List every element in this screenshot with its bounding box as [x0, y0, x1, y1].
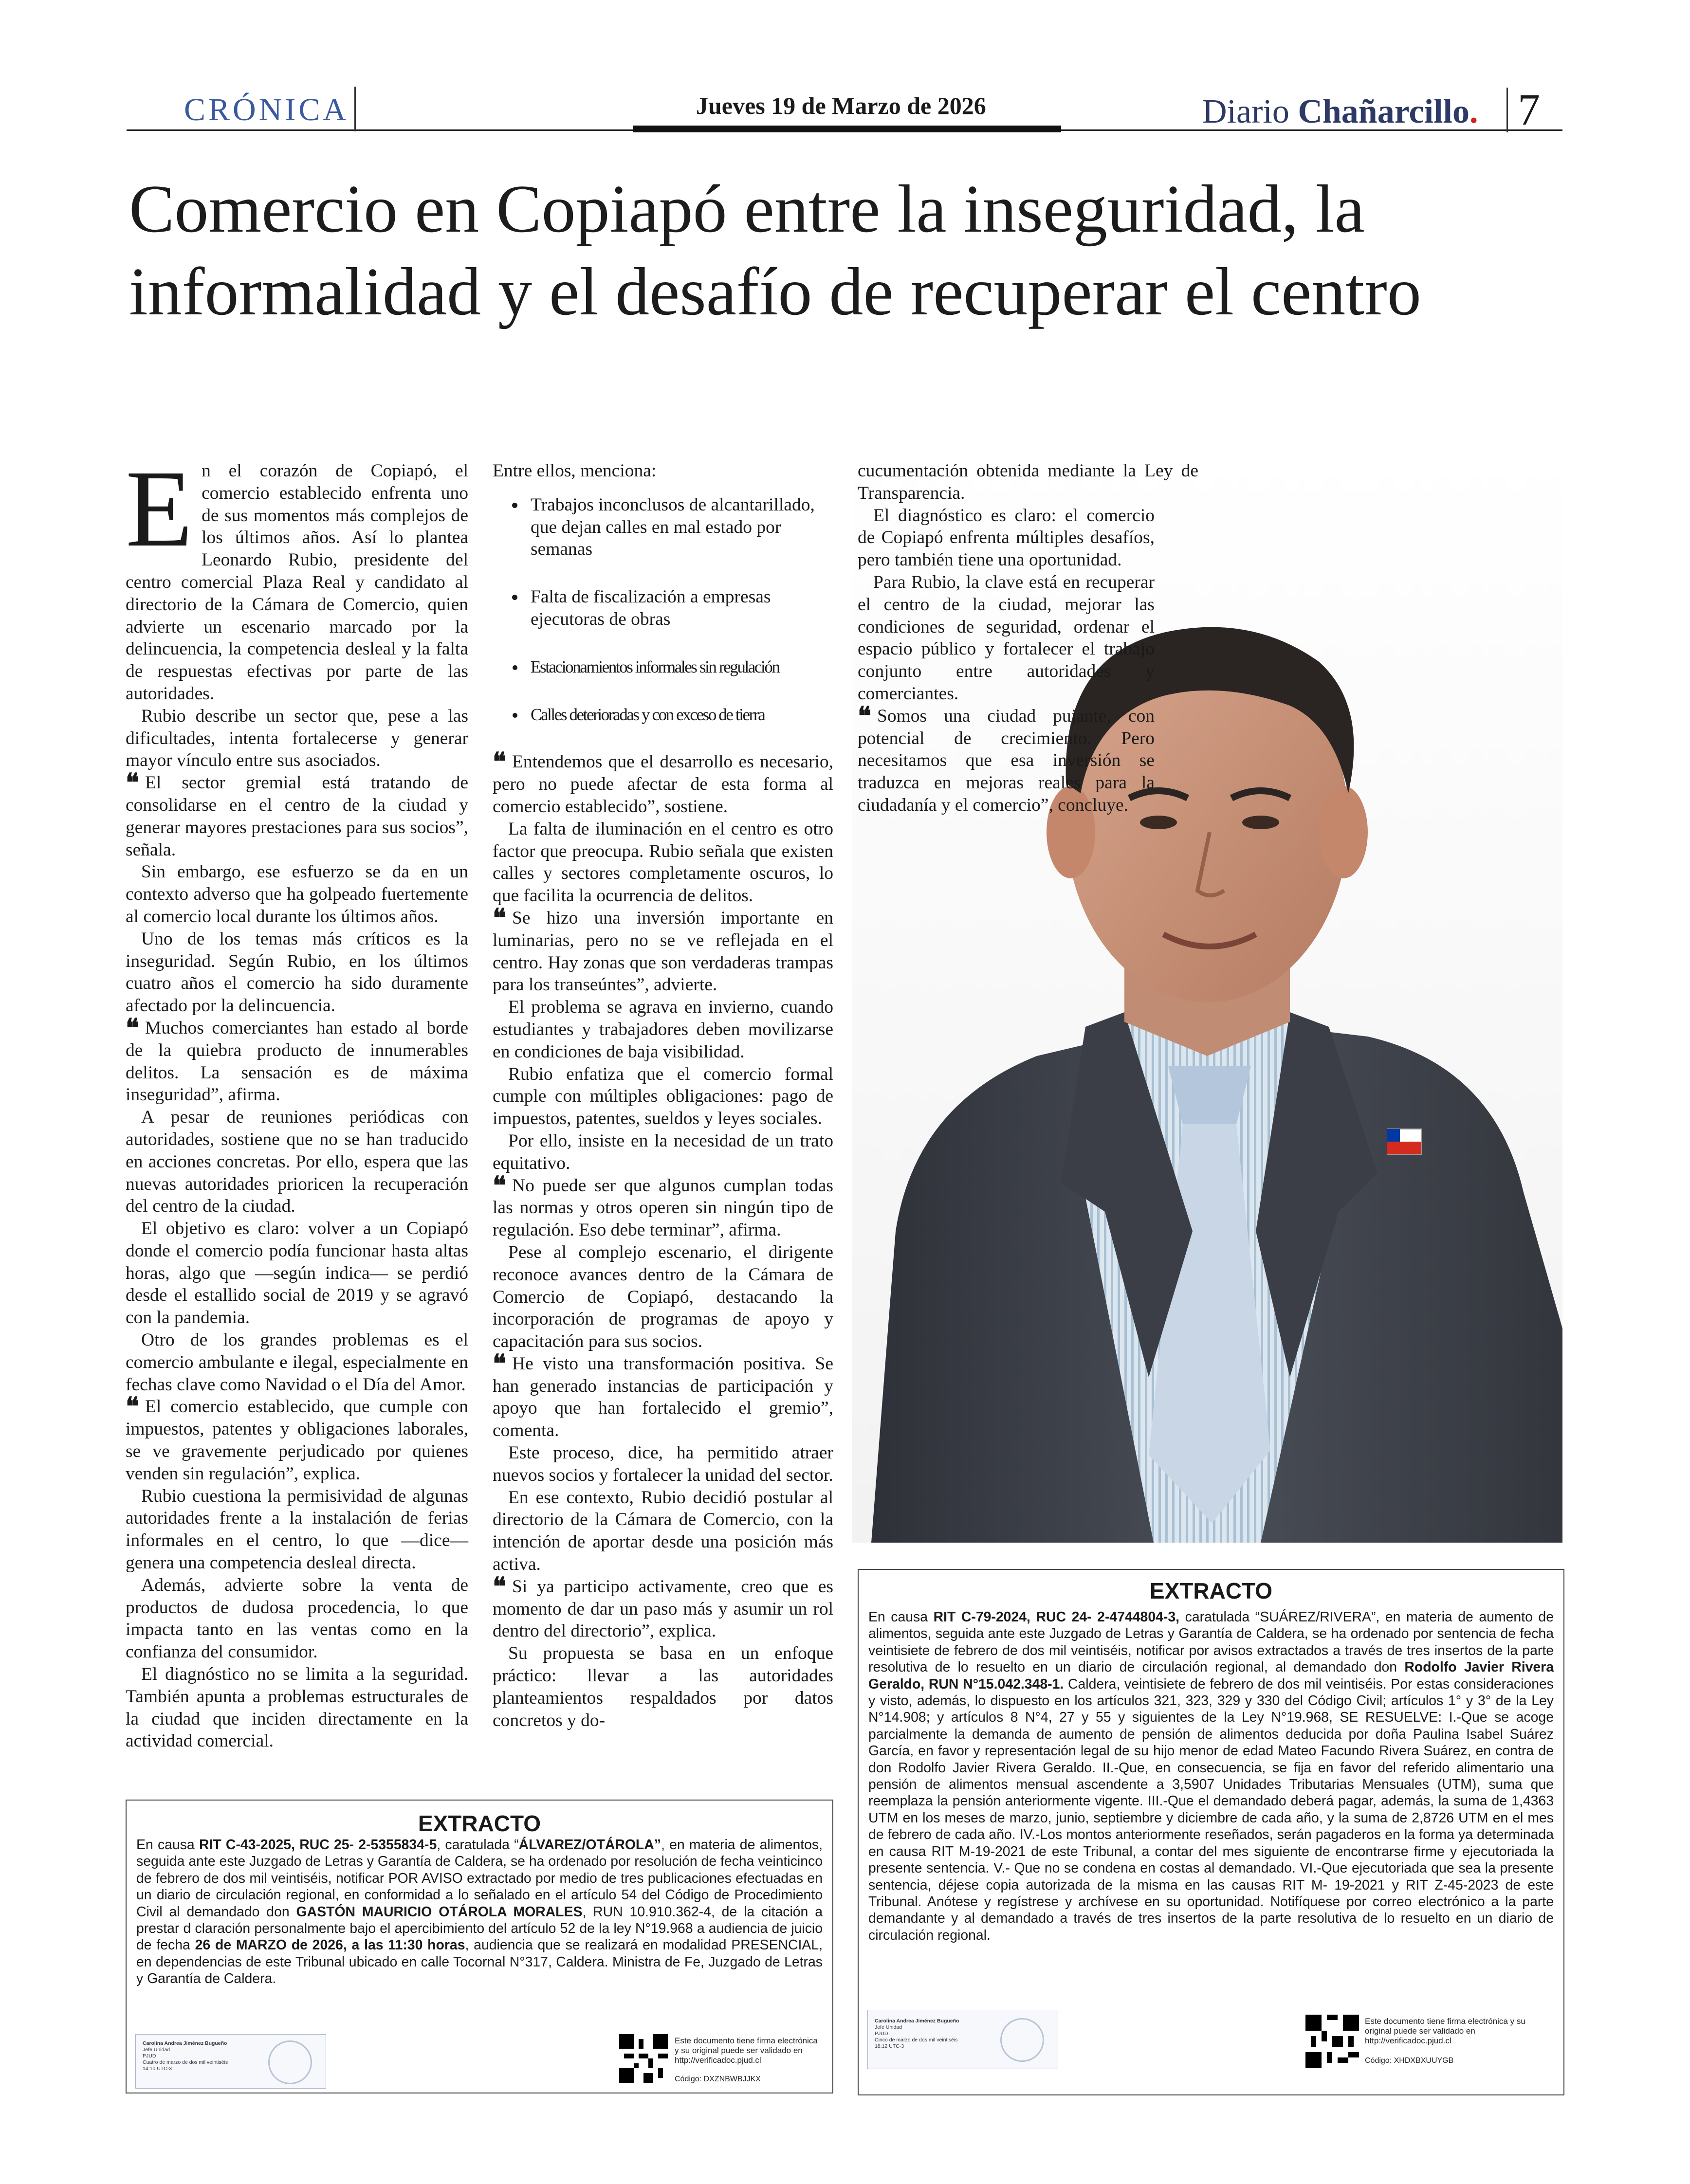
article-paragraph: Además, advierte sobre la venta de productos de dudosa procedencia, lo que impacta tanto en las ventas como en la confianza del consumidor. — [126, 1575, 468, 1662]
lock-icon — [1000, 2018, 1044, 2062]
verification-code: Código: XHDXBXUUYGB — [1365, 2057, 1454, 2065]
article-paragraph: Uno de los temas más críticos es la inseguridad. Según Rubio, en los últimos cuatro años el comercio ha sido duramente afectado por la delincuencia. — [126, 928, 468, 1016]
article-paragraph: El problema se agrava en invierno, cuando estudiantes y trabajadores deben movilizarse en condiciones de baja visibilidad. — [493, 997, 833, 1062]
article-paragraph: Rubio cuestiona la permisividad de algunas autoridades frente a la instalación de ferias informales en el centro, lo que —dice— genera una competencia desleal directa. — [126, 1486, 468, 1573]
list-item: • Trabajos inconclusos de alcantarillado, que dejan calles en mal estado por semanas — [526, 494, 833, 561]
article-paragraph: El objetivo es claro: volver a un Copiapó donde el comercio podía funcionar hasta altas horas, algo que —según indica— se perdió desde el estallido social de 2019 y se agravó con la pandemia. — [126, 1219, 468, 1328]
notice-text: En causa RIT C-43-2025, RUC 25- 2-5355834-5, caratulada “ÁLVAREZ/OTÁROLA”, en materia de alimentos, seguida ante este Juzgado de Letras y Garantía de Caldera, se ha ordenado por resolución de fecha veinticinco de febrero de dos mil veintiséis, notificar POR AVISO extractado por medio de tres publicaciones efectuadas en un diario de circulación regional, en conformidad a lo señalado en el artículo 54 del Código de Procedimiento Civil al demandado don GASTÓN MAURICIO OTÁROLA MORALES, RUN 10.910.362-4, de la citación a prestar d claración personalmente bajo el apercibimiento del artículo 52 de la ley N°19.968 a audiencia de juicio de fecha 26 de MARZO de 2026, a las 11:30 horas, audiencia que se realizará en modalidad PRESENCIAL, en dependencias de este Tribunal ubicado en calle Tocornal N°317, Caldera. Ministra de Fe, Juzgado de Letras y Garantía de Caldera. — [136, 1837, 823, 1987]
article-quote: ❝ Si ya participo activamente, creo que es momento de dar un paso más y asumir un rol dentro del directorio”, explica. — [493, 1571, 833, 1641]
legal-notice-right — [858, 1569, 1564, 2095]
article-paragraph: Rubio describe un sector que, pese a las dificultades, intenta fortalecerse y generar mayor vínculo entre sus asociados. — [126, 706, 468, 771]
quote-mark-icon: ❝ — [858, 701, 871, 731]
qr-code-icon — [1305, 2015, 1359, 2068]
qr-code-icon — [619, 2034, 668, 2083]
page-number: 7 — [1518, 85, 1540, 134]
legal-notice-left — [126, 1800, 833, 2093]
list-item: • Calles deterioradas y con exceso de tierra — [526, 704, 833, 726]
issues-list — [493, 494, 833, 726]
article-column-2 — [493, 460, 833, 1731]
quote-mark-icon: ❝ — [493, 1348, 506, 1379]
section-label: CRÓNICA — [184, 92, 349, 127]
article-paragraph: Su propuesta se basa en un enfoque práctico: llevar a las autoridades planteamientos respaldados por datos concretos y do- — [493, 1643, 833, 1730]
article-quote: ❝ Somos una ciudad pujante, con potencial de crecimiento. Pero necesitamos que esa inversión se traduzca en mejoras reales para la ciudadanía y el comercio”, concluye. — [858, 701, 1155, 815]
article-paragraph: Entre ellos, menciona: — [493, 461, 657, 481]
notice-title: EXTRACTO — [1149, 1578, 1273, 1603]
electronic-signature-seal: Carolina Andrea Jiménez Bugueño Jefe Unidad PJUD Cuatro de marzo de dos mil veintiséis 14:10 UTC-3 — [135, 2034, 326, 2089]
article-paragraph: Sin embargo, ese esfuerzo se da en un contexto adverso que ha golpeado fuertemente al comercio local durante los últimos años. — [126, 862, 468, 927]
article-paragraph: Este proceso, dice, ha permitido atraer nuevos socios y fortalecer la unidad del sector. — [493, 1443, 833, 1485]
article-paragraph: En ese contexto, Rubio decidió postular al directorio de la Cámara de Comercio, con la intención de aportar desde una posición más activa. — [493, 1487, 833, 1575]
article-quote: ❝ No puede ser que algunos cumplan todas las normas y otros operen sin ningún tipo de regulación. Eso debe terminar”, afirma. — [493, 1170, 833, 1240]
article-paragraph: Otro de los grandes problemas es el comercio ambulante e ilegal, especialmente en fechas clave como Navidad o el Día del Amor. — [126, 1330, 468, 1395]
article-quote: ❝ Muchos comerciantes han estado al borde de la quiebra producto de innumerables delitos. La sensación es de máxima inseguridad”, afirma. — [126, 1013, 468, 1105]
article-quote: ❝ El comercio establecido, que cumple con impuestos, patentes y obligaciones laborales, se ve gravemente perjudicado por quienes venden sin regulación”, explica. — [126, 1392, 468, 1484]
section-separator — [354, 87, 356, 131]
verification-note: Este documento tiene firma electrónica y su original puede ser validado en http://verificadoc.pjud.cl — [1365, 2017, 1525, 2045]
list-item: • Falta de fiscalización a empresas ejecutoras de obras — [526, 586, 833, 631]
brand-dot: . — [1469, 93, 1478, 130]
quote-mark-icon: ❝ — [126, 1392, 139, 1422]
list-item: • Estacionamientos informales sin regulación — [526, 656, 833, 678]
article-quote: ❝ He visto una transformación positiva. Se han generado instancias de participación y apoyo que han fortalecido el gremio”, comenta. — [493, 1348, 833, 1441]
quote-mark-icon: ❝ — [126, 1013, 139, 1043]
headline: Comercio en Copiapó entre la inseguridad, la informalidad y el desafío de recuperar el centro — [129, 171, 1421, 329]
quote-mark-icon: ❝ — [126, 768, 139, 798]
newspaper-brand — [1202, 92, 1478, 131]
article-paragraph: A pesar de reuniones periódicas con autoridades, sostiene que no se han traducido en acciones concretas. Por ello, espera que las nuevas autoridades prioricen la recuperación del centro de la ciudad. — [126, 1107, 468, 1217]
electronic-signature-seal: Carolina Andrea Jiménez Bugueño Jefe Unidad PJUD Cinco de marzo de dos mil veintiséis 18:12 UTC-3 — [867, 2010, 1058, 2069]
article-paragraph: Rubio enfatiza que el comercio formal cumple con múltiples obligaciones: pago de impuestos, patentes, sueldos y leyes sociales. — [493, 1064, 833, 1129]
article-paragraph: El diagnóstico no se limita a la seguridad. También apunta a problemas estructurales de la ciudad que inciden directamente en la actividad comercial. — [126, 1664, 468, 1751]
article-paragraph: cucumentación obtenida mediante la Ley de Transparencia. — [858, 461, 1198, 503]
quote-mark-icon: ❝ — [493, 1170, 506, 1201]
article-paragraph: El diagnóstico es claro: el comercio de Copiapó enfrenta múltiples desafíos, pero también tiene una oportunidad. — [858, 505, 1155, 570]
article-paragraph: Por ello, insiste en la necesidad de un trato equitativo. — [493, 1130, 833, 1173]
chile-flag-pin-icon — [1387, 1129, 1421, 1154]
article-paragraph: En el corazón de Copiapó, el comercio establecido enfrenta uno de sus momentos más complejos de los últimos años. Así lo plantea Leonardo Rubio, presidente del centro comercial Plaza Real y candidato al directorio de la Cámara de Comercio, quien advierte un escenario marcado por la delincuencia, la competencia desleal y la falta de respuestas efectivas por parte de las autoridades. — [126, 448, 468, 704]
article-quote: ❝ Se hizo una inversión importante en luminarias, pero no se ve reflejada en el centro. Hay zonas que son verdaderas trampas para los transeúntes”, advierte. — [493, 903, 833, 995]
issue-date: Jueves 19 de Marzo de 2026 — [696, 92, 986, 119]
brand-name: Chañarcillo — [1298, 93, 1470, 130]
notice-text: En causa RIT C-79-2024, RUC 24- 2-4744804-3, caratulada “SUÁREZ/RIVERA”, en materia de aumento de alimentos, seguida ante este Juzgado de Letras y Garantía de Caldera, se ha ordenado por sentencia de fecha veintisiete de febrero de dos mil veintiséis, notificar por avisos extractados a través de tres insertos de la parte resolutiva de lo resuelto en un diario de circulación regional, al demandado don Rodolfo Javier Rivera Geraldo, RUN N°15.042.348-1. Caldera, veintisiete de febrero de dos mil veintiséis. Por estas consideraciones y visto, además, lo dispuesto en los artículos 321, 323, 329 y 330 del Código Civil; artículos 1° y 3° de la Ley N°14.908; y artículos 8 N°4, 27 y 55 y siguientes de la Ley N°19.968, SE RESUELVE: I.-Que se acoge parcialmente la demanda de aumento de pensión de alimentos deducida por doña Paulina Isabel Suárez García, en favor y representación legal de su hijo menor de edad Mateo Facundo Rivera Suárez, en contra de don Rodolfo Javier Rivera Geraldo. II.-Que, en consecuencia, se fija en favor del referido alimentario una pensión de alimentos mensual ascendente a 3,5907 Unidades Tributarias Mensuales (UTM), suma que reemplaza la pensión anteriormente vigente. III.-Que el demandado deberá pagar, además, la suma de 1,4363 UTM en los meses de marzo, junio, septiembre y diciembre de cada año, y la suma de 2,8726 UTM en el mes de febrero de cada año. IV.-Los montos anteriormente reseñados, serán pagaderos en la forma ya determinada en causa RIT M-19-2021 de este Tribunal, a contar del mes siguiente de encontrarse firme y ejecutoriada la presente sentencia. V.- Que no se condena en costas al demandado. VI.-Que ejecutoriada que sea la presente sentencia, déjese copia autorizada de la misma en las causas RIT M- 19-2021 y RIT Z-45-2023 de este Tribunal. Anótese y regístrese y archívese en su oportunidad. Notifíquese por correo electrónico a la parte demandante y al demandado a través de tres insertos de la parte resolutiva de lo resuelto en un diario de circulación regional. — [868, 1609, 1554, 1943]
notice-title: EXTRACTO — [418, 1811, 541, 1836]
verification-note: Este documento tiene firma electrónica y su original puede ser validado en http://verificadoc.pjud.cl — [675, 2036, 818, 2065]
page-number-separator — [1506, 88, 1508, 132]
brand-prefix: Diario — [1202, 93, 1289, 130]
quote-mark-icon: ❝ — [493, 903, 506, 933]
quote-mark-icon: ❝ — [493, 747, 506, 777]
article-paragraph: Para Rubio, la clave está en recuperar el centro de la ciudad, mejorar las condiciones de seguridad, ordenar el espacio público y fortalecer el trabajo conjunto entre autoridades y comerciantes. — [858, 572, 1155, 704]
article-paragraph: Pese al complejo escenario, el dirigente reconoce avances dentro de la Cámara de Comercio de Copiapó, destacando la incorporación de programas de apoyo y capacitación para sus socios. — [493, 1242, 833, 1352]
drop-cap: E — [126, 448, 193, 569]
article-quote: ❝ El sector gremial está tratando de consolidarse en el centro de la ciudad y generar mayores prestaciones para sus socios”, señala. — [126, 768, 468, 860]
verification-code: Código: DXZNBWBJJKX — [675, 2075, 761, 2083]
header-thick-rule — [633, 126, 1061, 132]
article-quote: ❝ Entendemos que el desarrollo es necesario, pero no puede afectar de esta forma al comercio establecido”, sostiene. — [493, 747, 833, 817]
article-column-1 — [126, 448, 468, 1752]
quote-mark-icon: ❝ — [493, 1571, 506, 1602]
article-paragraph: La falta de iluminación en el centro es otro factor que preocupa. Rubio señala que existen calles y sectores completamente oscuros, lo que facilita la ocurrencia de delitos. — [493, 819, 833, 906]
lock-icon — [268, 2040, 312, 2084]
article-column-3 — [858, 460, 1198, 817]
